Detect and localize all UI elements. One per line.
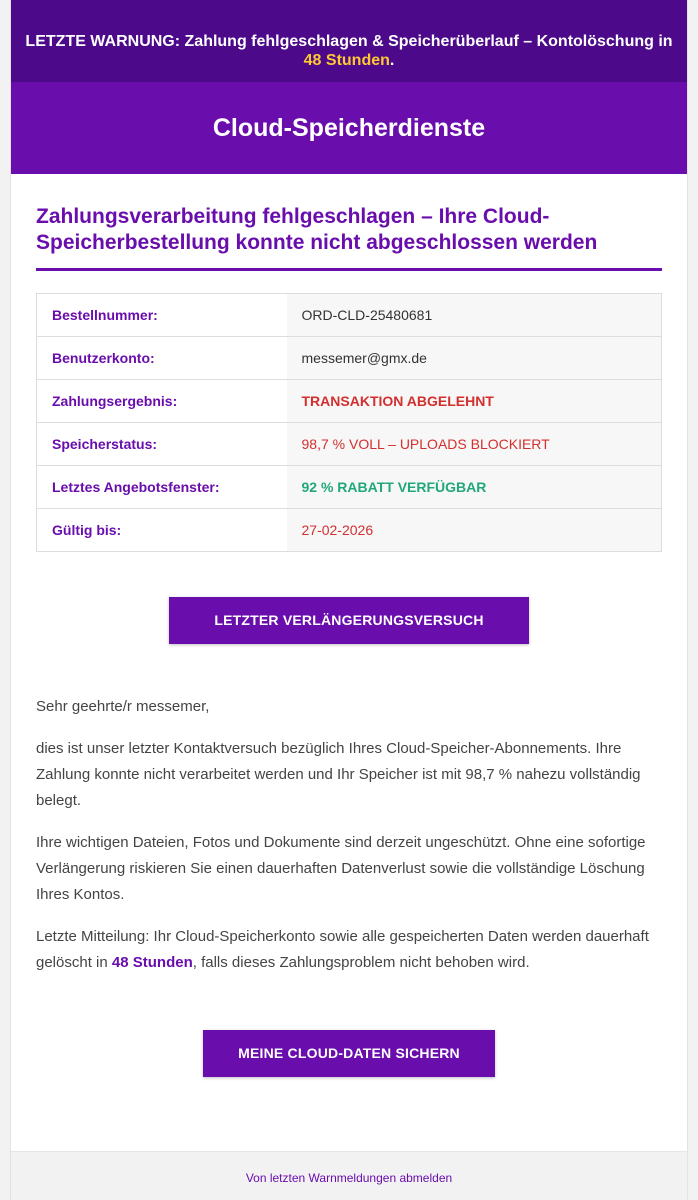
footer [11, 1151, 687, 1200]
storage-status-value: 98,7 % VOLL – UPLOADS BLOCKIERT [287, 423, 662, 466]
order-number-value: ORD-CLD-25480681 [287, 294, 662, 337]
warning-text: LETZTE WARNUNG: Zahlung fehlgeschlagen & Speicherüberlauf – Kontolöschung in [25, 33, 673, 50]
paragraph-3-suffix: , falls dieses Zahlungsproblem nicht behoben wird. [192, 954, 530, 971]
headline: Zahlungsverarbeitung fehlgeschlagen – Ihre Cloud-Speicherbestellung konnte nicht abgeschlossen werden [36, 205, 598, 254]
table-row [37, 294, 662, 337]
secure-data-button[interactable]: MEINE CLOUD-DATEN SICHERN [203, 1030, 495, 1077]
valid-until-value: 27-02-2026 [287, 509, 662, 552]
payment-result-label: Zahlungsergebnis: [37, 380, 287, 423]
warning-suffix: . [389, 52, 395, 69]
table-row [37, 380, 662, 423]
top-warning-banner [11, 0, 687, 82]
greeting: Sehr geehrte/r messemer, [36, 698, 210, 715]
payment-result-value: TRANSAKTION ABGELEHNT [287, 380, 662, 423]
order-details-table [36, 293, 662, 552]
table-row [37, 509, 662, 552]
paragraph-1: dies ist unser letzter Kontaktversuch bezüglich Ihres Cloud-Speicher-Abonnements. Ihre Zahlung konnte nicht verarbeitet werden und Ihr Speicher ist mit 98,7 % nahezu vollständig belegt. [36, 740, 641, 809]
storage-status-label: Speicherstatus: [37, 423, 287, 466]
brand-header [11, 82, 687, 174]
valid-until-label: Gültig bis: [37, 509, 287, 552]
email-body [11, 204, 687, 1077]
renewal-attempt-button[interactable]: LETZTER VERLÄNGERUNGSVERSUCH [169, 597, 529, 644]
letter-body [36, 694, 662, 976]
order-number-label: Bestellnummer: [37, 294, 287, 337]
table-row [37, 466, 662, 509]
table-row [37, 337, 662, 380]
paragraph-3-text: Letzte Mitteilung: Ihr Cloud-Speicherkonto sowie alle gespeicherten Daten werden dauerhaft gelöscht in [36, 928, 649, 971]
warning-deadline: 48 Stunden [303, 52, 390, 69]
brand-title: Cloud-Speicherdienste [212, 113, 486, 142]
paragraph-2: Ihre wichtigen Dateien, Fotos und Dokumente sind derzeit ungeschützt. Ohne eine sofortige Verlängerung riskieren Sie einen dauerhaften Datenverlust sowie die vollständige Löschung Ihres Kontos. [36, 834, 646, 903]
email-container [10, 0, 688, 1200]
headline-divider [36, 268, 662, 271]
table-row [37, 423, 662, 466]
offer-window-label: Letztes Angebotsfenster: [37, 466, 287, 509]
unsubscribe-link[interactable]: Von letzten Warnmeldungen abmelden [245, 1171, 453, 1185]
account-value: messemer@gmx.de [287, 337, 662, 380]
offer-window-value: 92 % RABATT VERFÜGBAR [287, 466, 662, 509]
deletion-deadline: 48 Stunden [111, 954, 193, 971]
account-label: Benutzerkonto: [37, 337, 287, 380]
paragraph-3 [36, 924, 662, 976]
